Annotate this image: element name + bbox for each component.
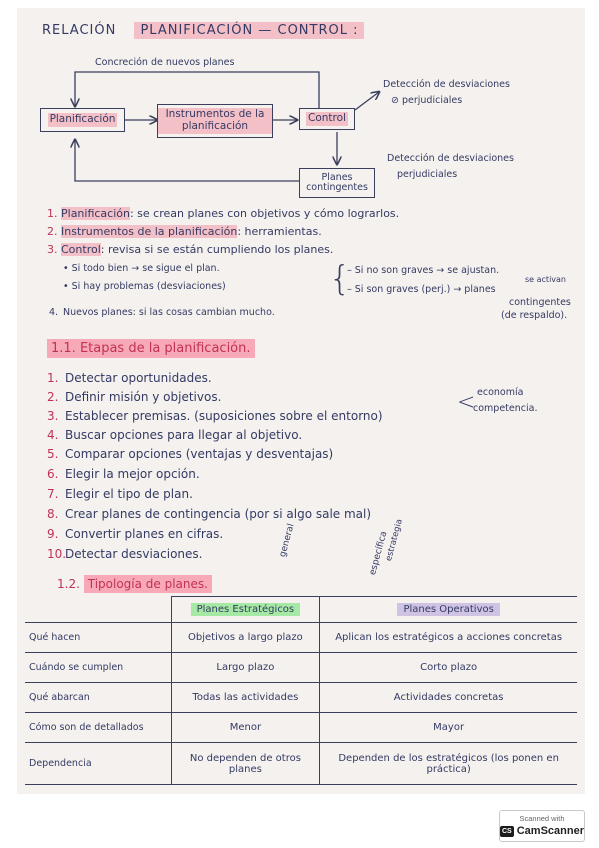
header-operativos-label: Planes Operativos bbox=[397, 603, 499, 616]
etapa-item bbox=[47, 372, 212, 384]
row-label: Cuándo se cumplen bbox=[25, 653, 171, 683]
box-control-label: Control bbox=[308, 112, 346, 125]
note-top-1: Detección de desviaciones bbox=[383, 79, 510, 90]
control-brace: { bbox=[329, 259, 351, 299]
etapa-text: Detectar desviaciones. bbox=[65, 547, 203, 561]
section-11-title bbox=[47, 342, 255, 355]
etapa-num: 2. bbox=[47, 390, 59, 404]
box-instrumentos bbox=[157, 104, 273, 138]
box-planificacion bbox=[40, 108, 125, 132]
control-bullet-2: • Si hay problemas (desviaciones) bbox=[63, 281, 226, 292]
table-row bbox=[25, 683, 577, 713]
notebook-page bbox=[17, 8, 585, 794]
note-top-2: ⊘ perjudiciales bbox=[391, 95, 463, 106]
etapa-num: 6. bbox=[47, 467, 59, 481]
point-2 bbox=[47, 226, 322, 237]
etapa-num: 1. bbox=[47, 371, 59, 385]
etapa-num: 9. bbox=[47, 527, 59, 541]
etapa-item bbox=[47, 410, 383, 422]
point-4-num: 4. bbox=[49, 307, 59, 318]
etapa-text: Detectar oportunidades. bbox=[65, 371, 212, 385]
note-mid-1: Detección de desviaciones bbox=[387, 153, 514, 164]
etapa-item bbox=[47, 508, 371, 520]
side-note-general: general bbox=[278, 522, 297, 559]
control-right-1: – Si no son graves → se ajustan. bbox=[347, 265, 500, 276]
box-planificacion-label: Planificación bbox=[49, 113, 116, 126]
brace-economia: economía bbox=[477, 387, 524, 398]
section-12-title-text: Tipología de planes. bbox=[84, 575, 212, 593]
row-label: Cómo son de detallados bbox=[25, 713, 171, 743]
side-note-especifica: específica bbox=[368, 530, 390, 577]
side-note-estrategia: estrategia bbox=[384, 517, 405, 563]
etapa-text: Elegir el tipo de plan. bbox=[65, 487, 193, 501]
table-cell: Aplican los estratégicos a acciones concretas bbox=[320, 623, 577, 653]
control-bullet-1: • Si todo bien → se sigue el plan. bbox=[63, 263, 220, 274]
control-right-3: contingentes bbox=[509, 297, 571, 308]
box-control bbox=[299, 108, 355, 130]
point-3-num: 3. bbox=[47, 243, 58, 256]
table-row bbox=[25, 653, 577, 683]
table-row bbox=[25, 623, 577, 653]
control-right-4: (de respaldo). bbox=[501, 310, 568, 321]
loop-label: Concreción de nuevos planes bbox=[95, 57, 235, 68]
point-3-text: : revisa si se están cumpliendo los planes. bbox=[100, 243, 334, 256]
header-operativos bbox=[320, 597, 577, 623]
point-4 bbox=[49, 308, 275, 318]
table-cell: Dependen de los estratégicos (los ponen en práctica) bbox=[320, 743, 577, 785]
etapa-text: Definir misión y objetivos. bbox=[65, 390, 222, 404]
etapa-num: 8. bbox=[47, 507, 59, 521]
note-mid-2: perjudiciales bbox=[397, 169, 458, 180]
table-cell: Corto plazo bbox=[320, 653, 577, 683]
row-label: Dependencia bbox=[25, 743, 171, 785]
etapa-text: Buscar opciones para llegar al objetivo. bbox=[65, 428, 303, 442]
box-planes-label: Planes contingentes bbox=[306, 171, 368, 193]
premisas-brace: < bbox=[457, 390, 476, 415]
etapa-text: Convertir planes en cifras. bbox=[65, 527, 224, 541]
table-cell: Menor bbox=[171, 713, 320, 743]
etapa-text: Elegir la mejor opción. bbox=[65, 467, 200, 481]
point-1-text: : se crean planes con objetivos y cómo lograrlos. bbox=[129, 207, 400, 220]
control-right-2: – Si son graves (perj.) → planes bbox=[347, 284, 496, 295]
control-right-1b: se activan bbox=[525, 275, 566, 284]
section-12-title bbox=[57, 578, 212, 590]
etapa-item bbox=[47, 468, 200, 480]
point-2-term: Instrumentos de la planificación bbox=[61, 225, 238, 238]
etapa-item bbox=[47, 391, 221, 403]
point-1 bbox=[47, 208, 399, 219]
table-row bbox=[25, 713, 577, 743]
etapa-num: 7. bbox=[47, 487, 59, 501]
point-2-text: : herramientas. bbox=[237, 225, 322, 238]
point-1-term: Planificación bbox=[61, 207, 130, 220]
etapa-text: Establecer premisas. (suposiciones sobre el entorno) bbox=[65, 409, 383, 423]
etapa-num: 3. bbox=[47, 409, 59, 423]
etapa-item bbox=[47, 429, 302, 441]
section-12-num: 1.2. bbox=[57, 577, 80, 591]
point-3 bbox=[47, 244, 333, 255]
box-planes-contingentes bbox=[299, 168, 375, 198]
camscanner-brand bbox=[500, 825, 584, 837]
table-row bbox=[25, 743, 577, 785]
etapa-item bbox=[47, 448, 333, 460]
etapa-num: 10. bbox=[47, 547, 67, 561]
point-4-text: Nuevos planes: si las cosas cambian mucho. bbox=[63, 307, 275, 318]
header-estrategicos-label: Planes Estratégicos bbox=[191, 603, 301, 616]
table-header-row bbox=[25, 597, 577, 623]
etapa-text: Comparar opciones (ventajas y desventajas) bbox=[65, 447, 334, 461]
box-instrumentos-label: Instrumentos de la planificación bbox=[158, 108, 272, 133]
etapa-item bbox=[47, 488, 193, 500]
title-planificacion-control: PLANIFICACIÓN — CONTROL : bbox=[134, 22, 364, 39]
etapa-num: 4. bbox=[47, 428, 59, 442]
point-3-term: Control bbox=[61, 243, 101, 256]
section-11-title-text: 1.1. Etapas de la planificación. bbox=[47, 339, 255, 358]
title-relacion: RELACIÓN bbox=[42, 23, 117, 38]
table-cell: Mayor bbox=[320, 713, 577, 743]
table-corner bbox=[25, 597, 171, 623]
camscanner-logo-icon: CS bbox=[502, 827, 512, 835]
header-estrategicos bbox=[171, 597, 320, 623]
row-label: Qué abarcan bbox=[25, 683, 171, 713]
table-cell: Objetivos a largo plazo bbox=[171, 623, 320, 653]
camscanner-badge bbox=[499, 810, 585, 842]
tipologia-table bbox=[25, 596, 577, 785]
table-cell: Todas las actividades bbox=[171, 683, 320, 713]
etapa-item bbox=[47, 528, 223, 540]
row-label: Qué hacen bbox=[25, 623, 171, 653]
scanned-with-label: Scanned with bbox=[519, 814, 565, 823]
camscanner-brand-text: CamScanner bbox=[516, 825, 584, 837]
table-cell: Actividades concretas bbox=[320, 683, 577, 713]
table-cell: No dependen de otros planes bbox=[171, 743, 320, 785]
etapa-num: 5. bbox=[47, 447, 59, 461]
etapa-text: Crear planes de contingencia (por si algo sale mal) bbox=[65, 507, 372, 521]
point-2-num: 2. bbox=[47, 225, 58, 238]
table-cell: Largo plazo bbox=[171, 653, 320, 683]
etapa-item bbox=[47, 548, 202, 560]
brace-competencia: competencia. bbox=[473, 403, 538, 414]
point-1-num: 1. bbox=[47, 207, 58, 220]
